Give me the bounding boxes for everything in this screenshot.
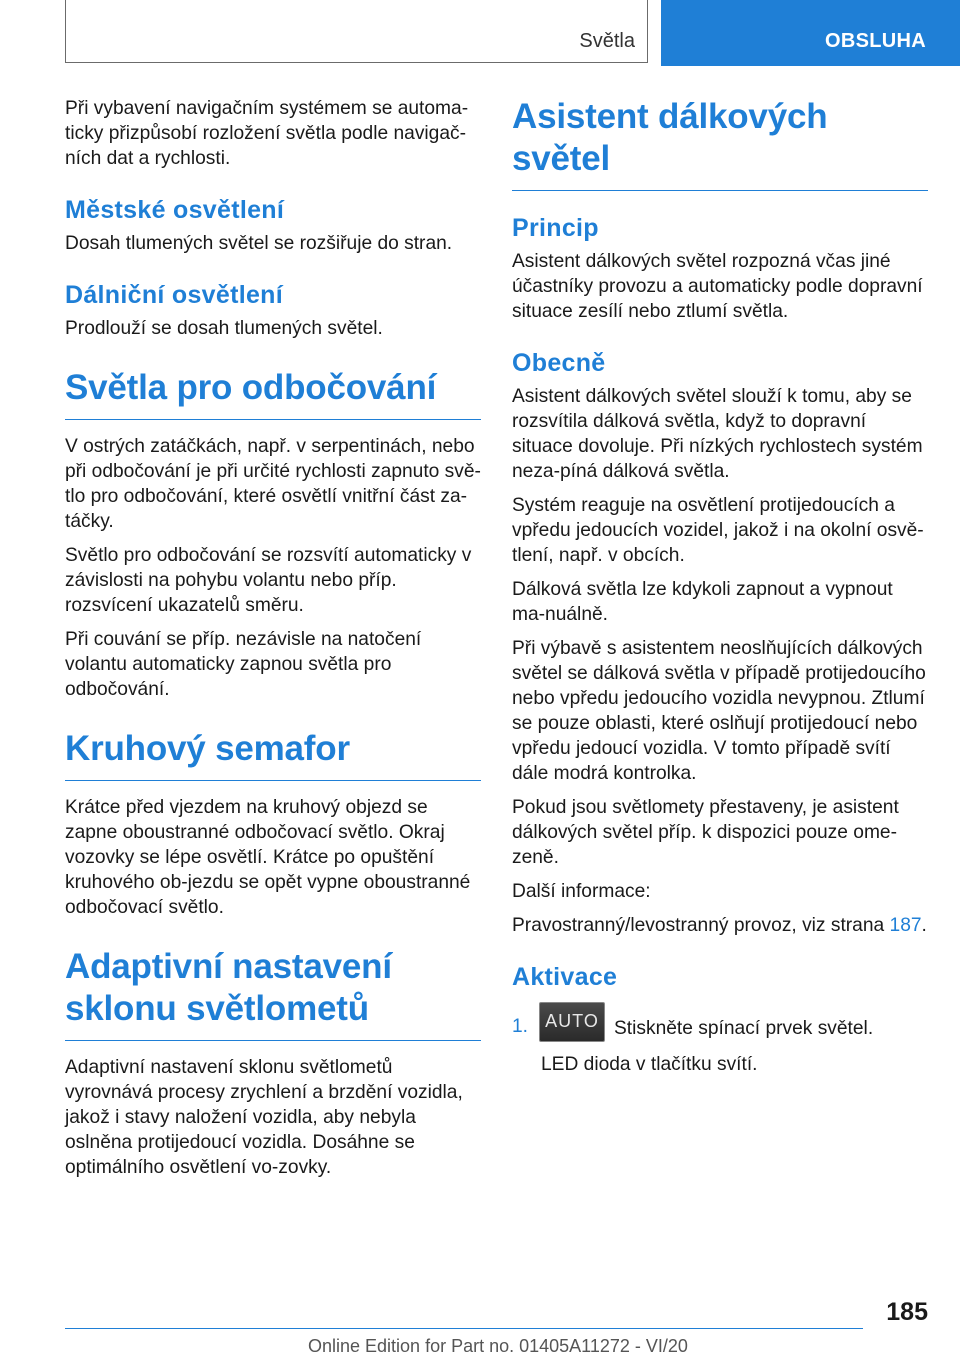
page-number: 185 [886,1298,928,1326]
left-column [65,96,481,1189]
edition-footer: Online Edition for Part no. 01405A11272 - VI/20 [308,1336,688,1356]
step-number: 1. [512,1016,529,1037]
general-p3: Dálková světla lze kdykoli zapnout a vypnout ma-nuálně. [512,579,893,625]
general-p5: Pokud jsou světlomety přestaveny, je asistent dálkových světel příp. k dispozici pouze ome-zeně. [512,797,899,868]
principle-heading: Princip [512,214,599,242]
general-heading: Obecně [512,349,606,377]
turn-lights-p2: Světlo pro odbočování se rozsvítí automaticky v závislosti na pohybu volantu nebo příp. rozsvícení ukazatelů směru. [65,545,472,616]
section-label: Světla [579,30,635,52]
general-p1: Asistent dálkových světel slouží k tomu, aby se rozsvítila dálková světla, když to dopravní situace dovoluje. Při nízkých rychlostech systém neza-píná dálková světla. [512,386,923,482]
more-info-label: Další informace: [512,881,651,902]
traffic-reference-text: Pravostranný/levostranný provoz, viz strana [512,915,890,936]
general-p2: Systém reaguje na osvětlení protijedoucích a vpředu jedoucích vozidel, jakož i na okolní osvě-tlení, např. v obcích. [512,495,924,566]
adaptive-leveling-heading: Adaptivní nastavení sklonu světlometů [65,946,481,1041]
turn-lights-p3: Při couvání se příp. nezávisle na natočení volantu automaticky zapnou světla pro odbočování. [65,629,422,700]
auto-button-icon [539,1002,605,1042]
page-header [0,0,960,66]
adaptive-leveling-body [65,1055,481,1180]
step-result: LED dioda v tlačítku svítí. [541,1054,758,1075]
section-tab [65,0,648,63]
principle-text: Asistent dálkových světel rozpozná včas jiné účastníky provozu a automaticky podle dopravní situace zesílí nebo ztlumí světla. [512,251,923,322]
city-lighting-heading: Městské osvětlení [65,196,285,224]
intro-paragraph: Při vybavení navigačním systémem se automa-ticky přizpůsobí rozložení světla podle navigač-ních dat a rychlosti. [65,98,469,169]
footer-divider [65,1328,863,1329]
general-p4: Při výbavě s asistentem neoslňujících dálkových světel se dálková světla v případě protijedoucího nebo vpředu jedoucího vozidla nevypnou. Ztlumí se pouze oblasti, které oslňují protijedoucí nebo vpředu jedoucí vozidla. V tomto případě svítí dále modrá kontrolka. [512,638,926,784]
city-lighting-text: Dosah tlumených světel se rozšiřuje do stran. [65,233,453,254]
high-beam-assistant-heading: Asistent dálkových světel [512,96,928,191]
traffic-reference-end: . [921,915,927,936]
traffic-reference [512,913,928,938]
highway-lighting-text: Prodlouží se dosah tlumených světel. [65,318,383,339]
roundabout-heading: Kruhový semafor [65,728,481,781]
chapter-label: OBSLUHA [825,30,926,52]
step-instruction: Stiskněte spínací prvek světel. [614,1018,874,1039]
right-column [512,96,928,1086]
activation-heading: Aktivace [512,963,618,991]
auto-button-label: AUTO [545,1011,599,1031]
turn-lights-heading: Světla pro odbočování [65,367,481,420]
activation-step [512,1002,928,1086]
highway-lighting-heading: Dálniční osvětlení [65,281,283,309]
turn-lights-p1: V ostrých zatáčkách, např. v serpentinách, nebo při odbočování je při určité rychlosti zapnuto svě-tlo pro odbočování, které osvětlí vnitřní část za-táčky. [65,436,481,532]
roundabout-text: Krátce před vjezdem na kruhový objezd se zapne oboustranné odbočovací světlo. Okraj vozovky se lépe osvětlí. Krátce po opuštění kruhového ob-jezdu se opět vypne oboustranné odbočovací světlo. [65,797,471,918]
page-link-187[interactable]: 187 [889,915,922,936]
turn-lights-body [65,434,481,702]
chapter-tab [661,0,960,66]
adaptive-leveling-text: Adaptivní nastavení sklonu světlometů vyrovnává procesy zrychlení a brzdění vozidla, jakož i stavy naložení vozidla, aby nebyla oslněna protijedoucí vozidla. Dosáhne se optimálního osvětlení vo-zovky. [65,1057,463,1178]
roundabout-body [65,795,481,920]
